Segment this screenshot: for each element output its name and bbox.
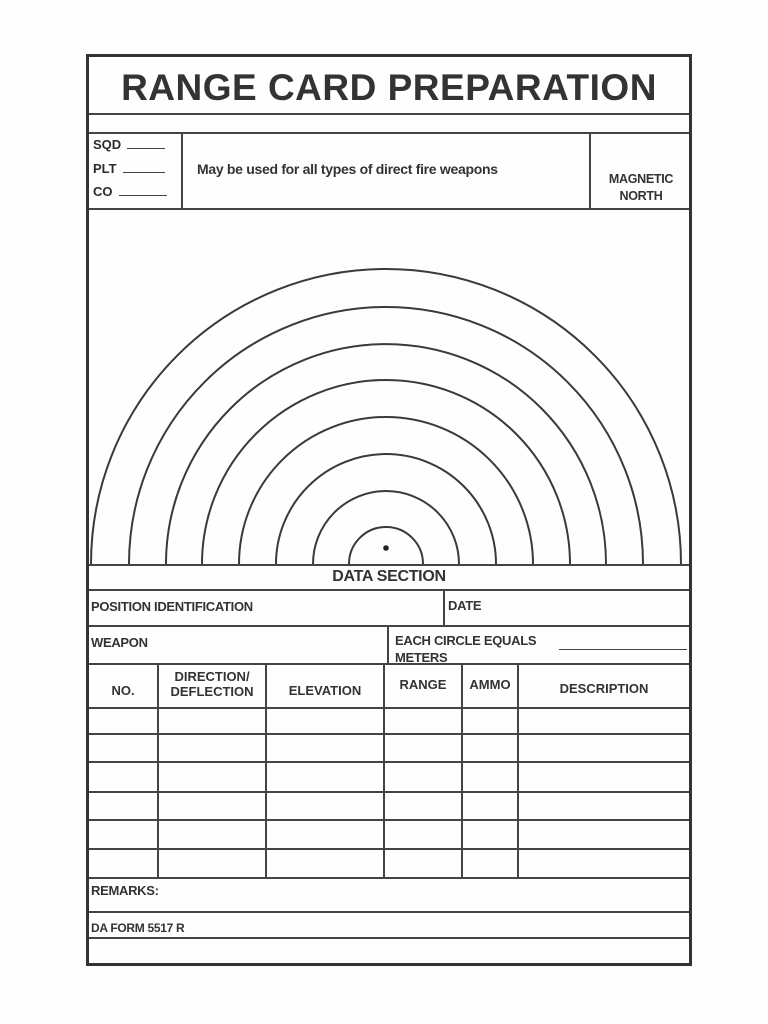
- plt-label: PLT: [93, 161, 117, 176]
- col-no-header: NO.: [111, 683, 135, 698]
- form-number: DA FORM 5517 R: [91, 921, 185, 935]
- weapon-row-top: [89, 625, 689, 627]
- col-description-header: DESCRIPTION: [559, 681, 649, 696]
- sqd-blank[interactable]: [127, 148, 165, 149]
- data-section-top: [89, 564, 689, 566]
- table-row[interactable]: [89, 707, 689, 733]
- co-label: CO: [93, 184, 113, 199]
- col-elevation-header: ELEVATION: [288, 683, 362, 698]
- range-card-form: [86, 54, 692, 966]
- form-title: RANGE CARD PREPARATION: [121, 67, 657, 108]
- date-field[interactable]: DATE: [448, 598, 482, 613]
- table-row[interactable]: [89, 735, 689, 761]
- footer-divider: [89, 937, 689, 939]
- sqd-label: SQD: [93, 137, 122, 152]
- range-circle-5: [202, 380, 570, 564]
- table-header-top: [89, 663, 689, 665]
- header-divider: [89, 132, 689, 134]
- title-divider: [89, 113, 689, 115]
- col-direction-header: DIRECTION/ DEFLECTION: [170, 669, 254, 699]
- north-divider: [589, 132, 591, 208]
- weapon-divider: [387, 625, 389, 663]
- table-bottom: [89, 877, 689, 879]
- plt-blank[interactable]: [123, 172, 165, 173]
- weapon-field[interactable]: WEAPON: [91, 635, 148, 650]
- col-ammo-header: AMMO: [469, 677, 511, 692]
- meters-label: METERS: [395, 650, 448, 665]
- table-row[interactable]: [89, 793, 689, 819]
- co-blank[interactable]: [119, 195, 167, 196]
- usage-note: May be used for all types of direct fire weapons: [197, 161, 498, 177]
- table-row[interactable]: [89, 850, 689, 876]
- data-section-divider: [89, 589, 689, 591]
- table-row[interactable]: [89, 763, 689, 789]
- position-dot: [383, 545, 389, 551]
- remarks-field[interactable]: REMARKS:: [91, 883, 159, 898]
- table-row[interactable]: [89, 821, 689, 847]
- data-section-title: DATA SECTION: [332, 568, 446, 585]
- unit-field-sqd[interactable]: [93, 137, 165, 152]
- circle-value-blank[interactable]: [559, 649, 687, 650]
- date-divider: [443, 589, 445, 625]
- position-identification-field[interactable]: POSITION IDENTIFICATION: [91, 599, 253, 614]
- col-range-header: RANGE: [399, 677, 447, 692]
- each-circle-equals-label: EACH CIRCLE EQUALS: [395, 633, 537, 648]
- remarks-divider: [89, 911, 689, 913]
- magnetic-north-label: MAGNETIC NORTH: [608, 172, 674, 203]
- unit-divider: [181, 132, 183, 208]
- unit-field-plt[interactable]: [93, 161, 165, 176]
- unit-field-co[interactable]: [93, 184, 167, 199]
- sector-sketch[interactable]: [89, 209, 689, 569]
